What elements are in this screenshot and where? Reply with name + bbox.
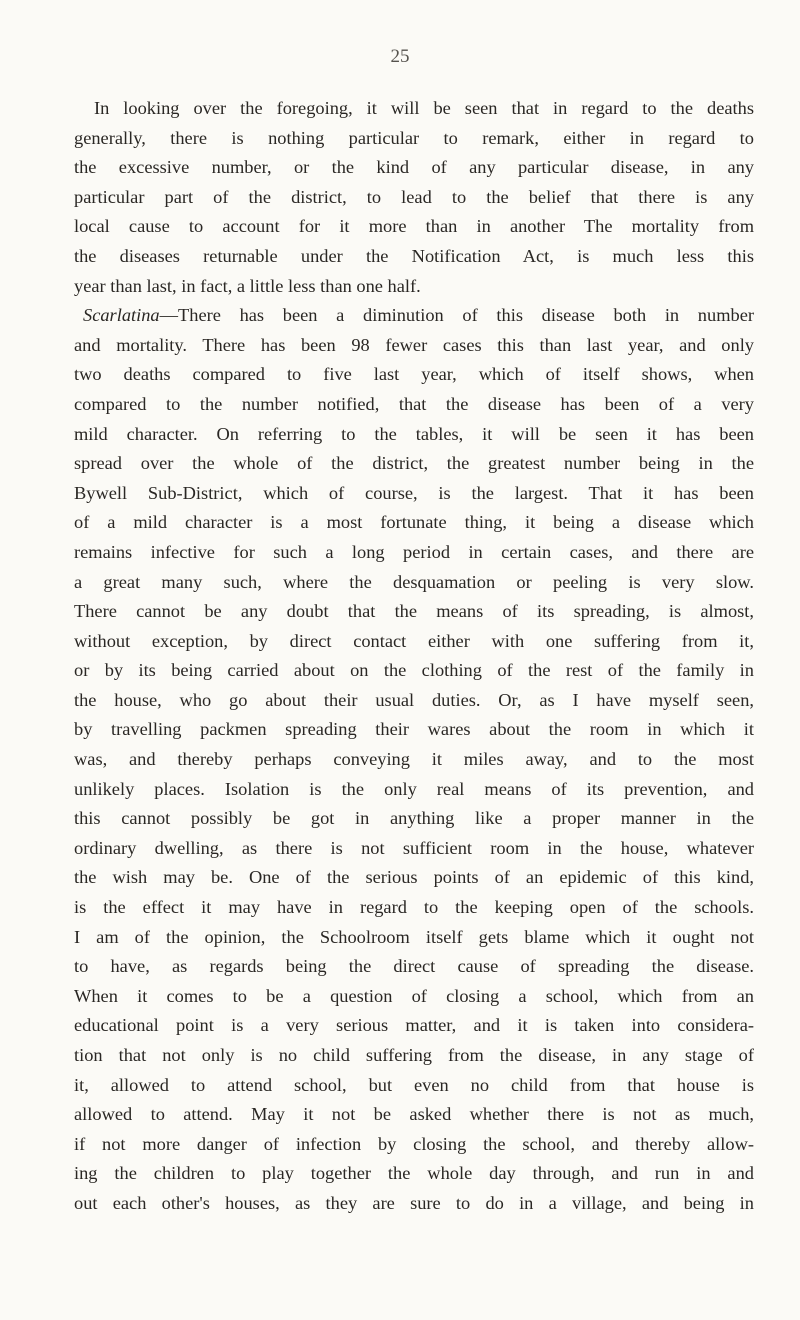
- text-line: [74, 1159, 754, 1189]
- body-text: [74, 94, 754, 1219]
- text-line-content: generally, there is nothing particular to remark, either in regard to: [74, 127, 754, 148]
- text-line-content: particular part of the district, to lead to the belief that there is any: [74, 186, 754, 207]
- text-line: [74, 94, 754, 124]
- text-line-content: unlikely places. Isolation is the only real means of its prevention, and: [74, 778, 754, 799]
- text-line: [74, 1041, 754, 1071]
- text-line-content: —There has been a diminution of this disease both in number: [159, 305, 754, 326]
- text-line-content: or by its being carried about on the clothing of the rest of the family in: [74, 660, 754, 681]
- text-line-content: year than last, in fact, a little less than one half.: [74, 275, 421, 296]
- text-line: [74, 390, 754, 420]
- text-line-content: was, and thereby perhaps conveying it miles away, and to the most: [74, 749, 754, 770]
- text-line: [74, 272, 754, 302]
- text-line-content: a great many such, where the desquamation or peeling is very slow.: [74, 571, 754, 592]
- text-line: [74, 863, 754, 893]
- text-line: [74, 1189, 754, 1219]
- text-line: [74, 775, 754, 805]
- text-line-content: ordinary dwelling, as there is not sufficient room in the house, whatever: [74, 837, 754, 858]
- text-line: [74, 242, 754, 272]
- text-line-content: this cannot possibly be got in anything like a proper manner in the: [74, 808, 754, 829]
- text-line: [74, 360, 754, 390]
- text-line: [74, 124, 754, 154]
- text-line-content: the excessive number, or the kind of any particular disease, in any: [74, 157, 754, 178]
- text-line: [74, 1071, 754, 1101]
- section-heading: Scarlatina: [83, 305, 160, 326]
- text-line-content: is the effect it may have in regard to the keeping open of the schools.: [74, 897, 754, 918]
- text-line: [74, 568, 754, 598]
- text-line-content: and mortality. There has been 98 fewer cases this than last year, and only: [74, 334, 754, 355]
- text-line-content: In looking over the foregoing, it will be seen that in regard to the deaths: [94, 98, 754, 118]
- text-line-content: I am of the opinion, the Schoolroom itself gets blame which it ought not: [74, 926, 754, 947]
- text-line-content: by travelling packmen spreading their wares about the room in which it: [74, 719, 754, 740]
- text-line: [74, 804, 754, 834]
- text-line: [74, 982, 754, 1012]
- text-line-content: of a mild character is a most fortunate thing, it being a disease which: [74, 512, 754, 533]
- text-line: [74, 449, 754, 479]
- text-line-content: the wish may be. One of the serious points of an epidemic of this kind,: [74, 867, 754, 888]
- text-line: [74, 301, 754, 331]
- text-line-content: the house, who go about their usual duties. Or, as I have myself seen,: [74, 689, 754, 710]
- text-line-content: When it comes to be a question of closing a school, which from an: [74, 985, 754, 1006]
- text-line: [74, 1100, 754, 1130]
- text-line-content: local cause to account for it more than in another The mortality from: [74, 216, 754, 237]
- text-line: [74, 153, 754, 183]
- text-line: [74, 715, 754, 745]
- text-line-content: compared to the number notified, that the disease has been of a very: [74, 393, 754, 414]
- text-line-content: out each other's houses, as they are sure to do in a village, and being in: [74, 1192, 754, 1213]
- text-line-content: educational point is a very serious matter, and it is taken into considera-: [74, 1015, 754, 1036]
- text-line-content: Bywell Sub-District, which of course, is the largest. That it has been: [74, 482, 754, 503]
- text-line: [74, 331, 754, 361]
- text-line-content: tion that not only is no child suffering from the disease, in any stage of: [74, 1045, 754, 1065]
- text-line-content: remains infective for such a long period in certain cases, and there are: [74, 541, 754, 562]
- text-line-content: to have, as regards being the direct cause of spreading the disease.: [74, 956, 754, 977]
- text-line: [74, 479, 754, 509]
- text-line: [74, 745, 754, 775]
- text-line: [74, 597, 754, 627]
- text-line-content: if not more danger of infection by closing the school, and thereby allow-: [74, 1133, 754, 1154]
- text-line: [74, 1011, 754, 1041]
- text-line-content: mild character. On referring to the tables, it will be seen it has been: [74, 423, 754, 444]
- text-line: [74, 183, 754, 213]
- text-line: [74, 952, 754, 982]
- text-line-content: without exception, by direct contact either with one suffering from it,: [74, 630, 754, 651]
- text-line-content: allowed to attend. May it not be asked whether there is not as much,: [74, 1104, 754, 1125]
- text-line: [74, 420, 754, 450]
- text-line-content: spread over the whole of the district, the greatest number being in the: [74, 453, 754, 474]
- text-line-content: it, allowed to attend school, but even no child from that house is: [74, 1074, 754, 1095]
- text-line: [74, 834, 754, 864]
- text-line-content: two deaths compared to five last year, which of itself shows, when: [74, 364, 754, 385]
- text-line: [74, 508, 754, 538]
- text-line: [74, 656, 754, 686]
- text-line-content: There cannot be any doubt that the means of its spreading, is almost,: [74, 601, 754, 622]
- text-line: [74, 923, 754, 953]
- page-number: 25: [390, 46, 410, 67]
- text-line: [74, 686, 754, 716]
- text-line: [74, 893, 754, 923]
- text-line: [74, 627, 754, 657]
- text-line-content: the diseases returnable under the Notification Act, is much less this: [74, 245, 754, 266]
- text-line-content: ing the children to play together the whole day through, and run in and: [74, 1163, 754, 1184]
- text-line: [74, 538, 754, 568]
- text-line: [74, 1130, 754, 1160]
- text-line: [74, 212, 754, 242]
